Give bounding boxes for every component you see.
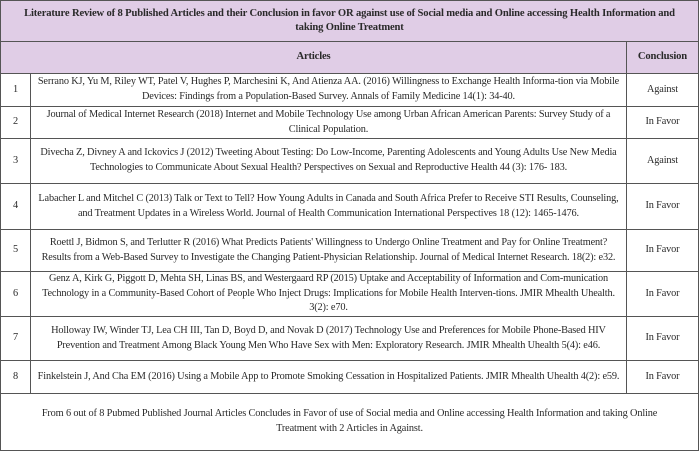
row-number: 8 — [1, 361, 31, 394]
row-number: 4 — [1, 184, 31, 230]
table-row — [1, 107, 699, 139]
table-title-row — [1, 1, 699, 42]
conclusion-cell: In Favor — [626, 317, 698, 361]
article-citation: Roettl J, Bidmon S, and Terlutter R (2016) What Predicts Patients' Willingness to Undergo Online Treatment and Pay for Online Treatment? Results from a Web-Based Survey to Investigate the Changing Patient-Physician Relationship. Journal of Medical Internet Research. 18(2): e32. — [31, 230, 627, 272]
summary-row — [1, 394, 699, 451]
conclusion-cell: In Favor — [626, 184, 698, 230]
article-citation: Genz A, Kirk G, Piggott D, Mehta SH, Linas BS, and Westergaard RP (2015) Uptake and Acceptability of Information and Com-munication Technology in a Community-Based Cohort of People Who Inject Drugs: Implications for Mobile Health Interven-tions. JMIR Mhealth Uhealth. 3(2): e70. — [31, 272, 627, 317]
conclusion-cell: In Favor — [626, 272, 698, 317]
column-header-articles: Articles — [1, 42, 627, 74]
article-citation: Serrano KJ, Yu M, Riley WT, Patel V, Hughes P, Marchesini K, And Atienza AA. (2016) Willingness to Exchange Health Informa-tion via Mobile Devices: Findings from a Population-Based Survey. Annals of Family Medicine 14(1): 34-40. — [31, 74, 627, 107]
row-number: 3 — [1, 139, 31, 184]
summary-text: From 6 out of 8 Pubmed Published Journal Articles Concludes in Favor of use of Social media and Online accessing Health Information and taking Online Treatment with 2 Articles in Against. — [1, 394, 699, 451]
article-citation: Divecha Z, Divney A and Ickovics J (2012) Tweeting About Testing: Do Low-Income, Parenting Adolescents and Young Adults Use New Media Technologies to Communicate About Sexual Health? Perspectives on Sexual and Reproductive Health 44 (3): 176- 183. — [31, 139, 627, 184]
table-row — [1, 361, 699, 394]
row-number: 6 — [1, 272, 31, 317]
table-row — [1, 74, 699, 107]
article-citation: Finkelstein J, And Cha EM (2016) Using a Mobile App to Promote Smoking Cessation in Hospitalized Patients. JMIR Mhealth Uhealth 4(2): e59. — [31, 361, 627, 394]
article-citation: Holloway IW, Winder TJ, Lea CH III, Tan D, Boyd D, and Novak D (2017) Technology Use and Preferences for Mobile Phone-Based HIV Prevention and Treatment Among Black Young Men Who Have Sex with Men: Exploratory Research. JMIR Mhealth Uhealth 5(4): e46. — [31, 317, 627, 361]
table-row — [1, 139, 699, 184]
conclusion-cell: In Favor — [626, 230, 698, 272]
table-row — [1, 184, 699, 230]
article-citation: Journal of Medical Internet Research (2018) Internet and Mobile Technology Use among Urban African American Parents: Survey Study of a Clinical Population. — [31, 107, 627, 139]
conclusion-cell: In Favor — [626, 107, 698, 139]
row-number: 2 — [1, 107, 31, 139]
table-row — [1, 272, 699, 317]
table-title: Literature Review of 8 Published Articles and their Conclusion in favor OR against use of Social media and Online accessing Health Information and taking Online Treatment — [1, 1, 699, 42]
table-row — [1, 317, 699, 361]
column-header-conclusion: Conclusion — [626, 42, 698, 74]
conclusion-cell: In Favor — [626, 361, 698, 394]
row-number: 5 — [1, 230, 31, 272]
table-header-row — [1, 42, 699, 74]
conclusion-cell: Against — [626, 74, 698, 107]
row-number: 1 — [1, 74, 31, 107]
row-number: 7 — [1, 317, 31, 361]
article-citation: Labacher L and Mitchel C (2013) Talk or Text to Tell? How Young Adults in Canada and South Africa Prefer to Receive STI Results, Counseling, and Treatment Updates in a Wireless World. Journal of Health Communication International Perspectives 18 (12): 1465-1476. — [31, 184, 627, 230]
table-row — [1, 230, 699, 272]
conclusion-cell: Against — [626, 139, 698, 184]
